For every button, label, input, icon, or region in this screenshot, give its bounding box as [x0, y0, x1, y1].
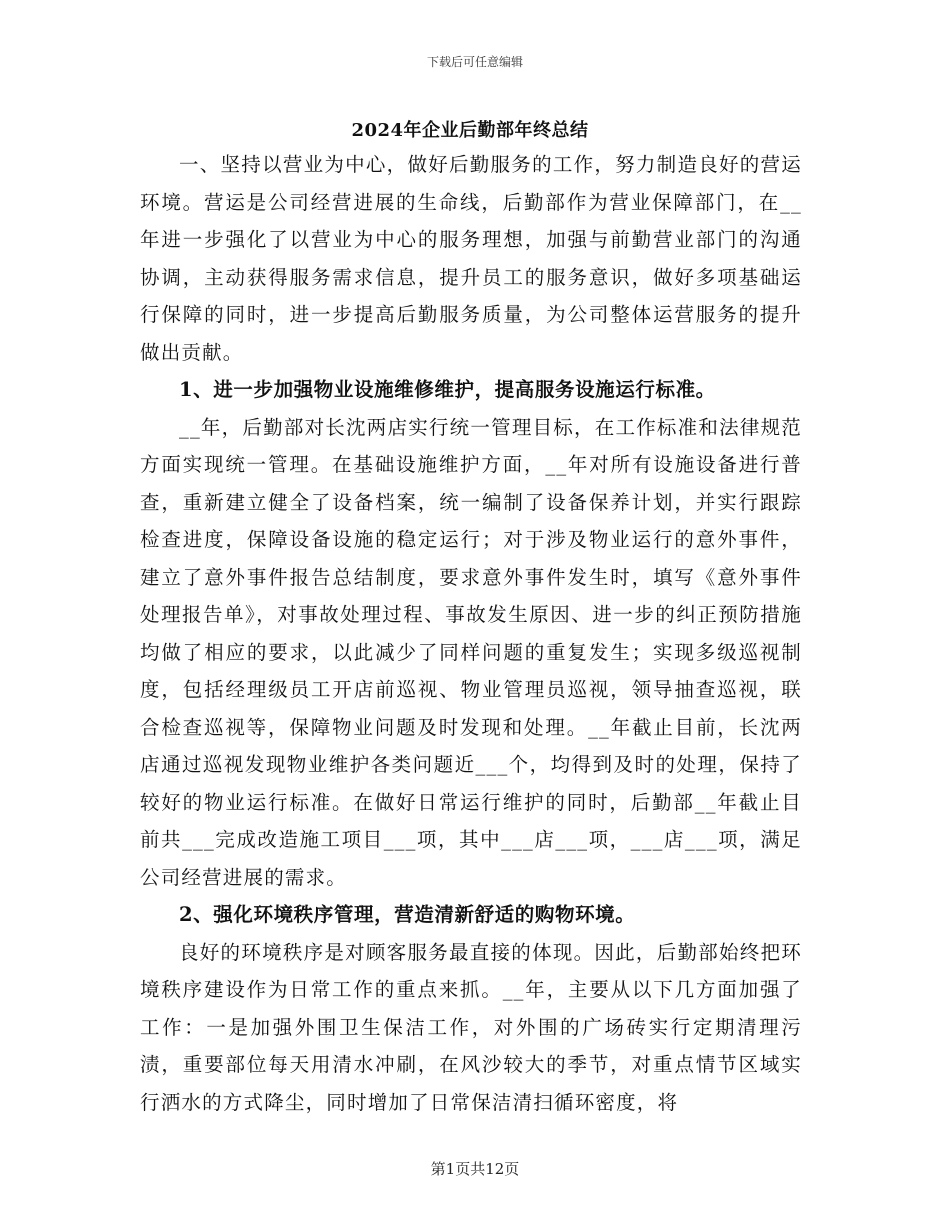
header-note: 下载后可任意编辑	[426, 55, 523, 69]
paragraph-environment: 良好的环境秩序是对顾客服务最直接的体现。因此，后勤部始终把环境秩序建设作为日常工作的重点来抓。__年，主要从以下几方面加强了工作：一是加强外围卫生保洁工作，对外围的广场砖实行定期清理污渍，重要部位每天用清水冲刷，在风沙较大的季节，对重点情节区域实行洒水的方式降尘，同时增加了日常保洁清扫循环密度，将	[140, 940, 802, 1114]
paragraph-intro: 一、坚持以营业为中心，做好后勤服务的工作，努力制造良好的营运环境。营运是公司经营进展的生命线，后勤部作为营业保障部门，在__年进一步强化了以营业为中心的服务理想，加强与前勤营业部门的沟通协调，主动获得服务需求信息，提升员工的服务意识，做好多项基础运行保障的同时，进一步提高后勤服务质量，为公司整体运营服务的提升做出贡献。	[140, 153, 802, 364]
page-number: 第1页共12页	[430, 1160, 520, 1178]
document-body	[140, 146, 802, 1121]
section-heading-2: 2、强化环境秩序管理，营造清新舒适的购物环境。	[179, 903, 636, 926]
section-heading-1: 1、进一步加强物业设施维修维护，提高服务设施运行标准。	[179, 378, 716, 401]
paragraph-facility-maintenance: __年，后勤部对长沈两店实行统一管理目标，在工作标准和法律规范方面实现统一管理。在基础设施维护方面，__年对所有设施设备进行普查，重新建立健全了设备档案，统一编制了设备保养计划，并实行跟踪检查进度，保障设备设施的稳定运行；对于涉及物业运行的意外事件，建立了意外事件报告总结制度，要求意外事件发生时，填写《意外事件处理报告单》，对事故处理过程、事故发生原因、进一步的纠正预防措施均做了相应的要求，以此减少了同样问题的重复发生；实现多级巡视制度，包括经理级员工开店前巡视、物业管理员巡视，领导抽查巡视，联合检查巡视等，保障物业问题及时发现和处理。__年截止目前，长沈两店通过巡视发现物业维护各类问题近___个，均得到及时的处理，保持了较好的物业运行标准。在做好日常运行维护的同时，后勤部__年截止目前共___完成改造施工项目___项，其中___店___项，___店___项，满足公司经营进展的需求。	[140, 415, 802, 889]
document-title: 2024年企业后勤部年终总结	[351, 120, 589, 141]
